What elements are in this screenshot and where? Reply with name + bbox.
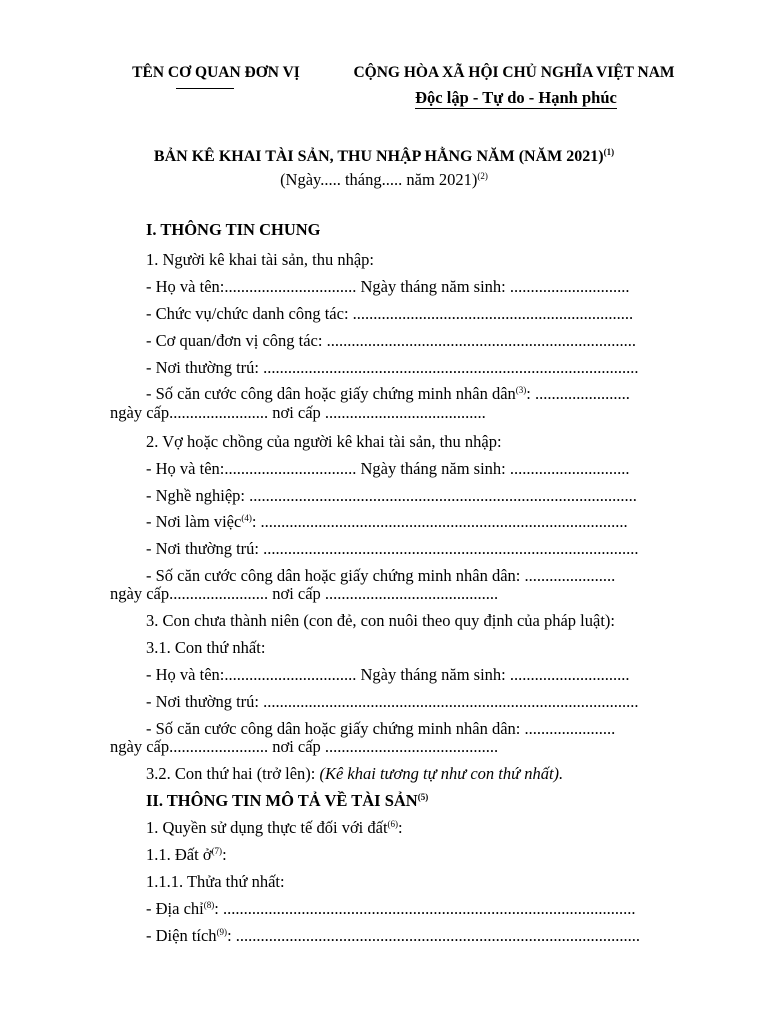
plot-area-field[interactable] [146,926,702,946]
footnote-ref: (7) [211,846,223,856]
declarant-position-field[interactable]: - Chức vụ/chức danh công tác: .................................................................... [146,304,634,323]
declarant-organization-field[interactable]: - Cơ quan/đơn vị công tác: ........................................................................... [146,331,636,350]
children-heading: 3. Con chưa thành niên (con đẻ, con nuôi theo quy định của pháp luật): [146,611,615,630]
motto-text: Độc lập - Tự do - Hạnh phúc [415,88,617,107]
section-heading-assets [146,791,702,811]
land-use-heading [146,818,702,838]
footnote-ref: (9) [216,927,228,937]
document-title [0,148,768,166]
second-child-label: 3.2. Con thứ hai (trở lên): [146,764,320,783]
child-id-issue-field[interactable]: ngày cấp........................ nơi cấp .......................................... [110,737,499,756]
spouse-name-field[interactable]: - Họ và tên:................................ Ngày tháng năm sinh: ............................. [146,459,630,478]
footnote-ref: (1) [603,147,615,157]
declarant-id-field[interactable] [146,384,702,404]
residential-land-colon: : [222,845,227,864]
spouse-id-issue-field[interactable]: ngày cấp........................ nơi cấp .......................................... [110,584,499,603]
id-dots: : ....................... [526,384,630,403]
declarant-id-issue-field[interactable]: ngày cấp........................ nơi cấp ....................................... [110,403,486,422]
footnote-ref: (8) [203,900,215,910]
child-residence-field[interactable]: - Nơi thường trú: ........................................................................................... [146,692,639,711]
agency-name: TÊN CƠ QUAN ĐƠN VỊ [132,64,300,81]
residential-land-heading [146,845,702,865]
national-motto [318,88,714,109]
spouse-job-field[interactable]: - Nghề nghiệp: .............................................................................................. [146,486,637,505]
plot-address-field[interactable] [146,899,702,919]
spouse-workplace-field[interactable] [146,512,702,532]
child-id-field[interactable]: - Số căn cước công dân hoặc giấy chứng minh nhân dân: ...................... [146,719,616,738]
document-date-text: (Ngày..... tháng..... năm 2021) [280,170,478,189]
spouse-id-field[interactable]: - Số căn cước công dân hoặc giấy chứng minh nhân dân: ...................... [146,566,616,585]
footnote-ref: (3) [515,385,527,395]
land-use-colon: : [398,818,403,837]
declarant-name-field[interactable]: - Họ và tên:................................ Ngày tháng năm sinh: ............................. [146,277,630,296]
declarant-residence-field[interactable]: - Nơi thường trú: ........................................................................................... [146,358,639,377]
residential-land-text: 1.1. Đất ở [146,845,212,864]
child-name-field[interactable]: - Họ và tên:................................ Ngày tháng năm sinh: ............................. [146,665,630,684]
second-child-line [146,764,702,784]
land-use-text: 1. Quyền sử dụng thực tế đối với đất [146,818,388,837]
footnote-ref: (4) [241,513,252,523]
address-label: - Địa chỉ [146,899,204,918]
first-child-heading: 3.1. Con thứ nhất: [146,638,266,657]
second-child-note: (Kê khai tương tự như con thứ nhất). [319,764,564,783]
spouse-residence-field[interactable]: - Nơi thường trú: ........................................................................................... [146,539,639,558]
footnote-ref: (6) [387,819,399,829]
area-dots: : .................................................................................................. [227,926,641,945]
declarant-heading: 1. Người kê khai tài sản, thu nhập: [146,250,375,269]
id-label: - Số căn cước công dân hoặc giấy chứng minh nhân dân [146,384,516,403]
footnote-ref: (5) [417,792,429,802]
assets-heading-text: II. THÔNG TIN MÔ TẢ VỀ TÀI SẢN [146,791,418,810]
area-label: - Diện tích [146,926,217,945]
workplace-label: - Nơi làm việc [146,512,242,531]
section-heading-general-info: I. THÔNG TIN CHUNG [146,220,321,239]
address-dots: : .................................................................................................... [214,899,636,918]
workplace-dots: : ......................................................................................... [251,512,628,531]
spouse-heading: 2. Vợ hoặc chồng của người kê khai tài sản, thu nhập: [146,432,502,451]
footnote-ref: (2) [477,171,488,181]
document-date [0,170,768,190]
document-title-text: BẢN KÊ KHAI TÀI SẢN, THU NHẬP HẰNG NĂM (NĂM 2021) [153,148,604,165]
first-plot-heading: 1.1.1. Thửa thứ nhất: [146,872,285,891]
agency-underline [176,88,234,89]
national-title: CỘNG HÒA XÃ HỘI CHỦ NGHĨA VIỆT NAM [353,64,675,81]
